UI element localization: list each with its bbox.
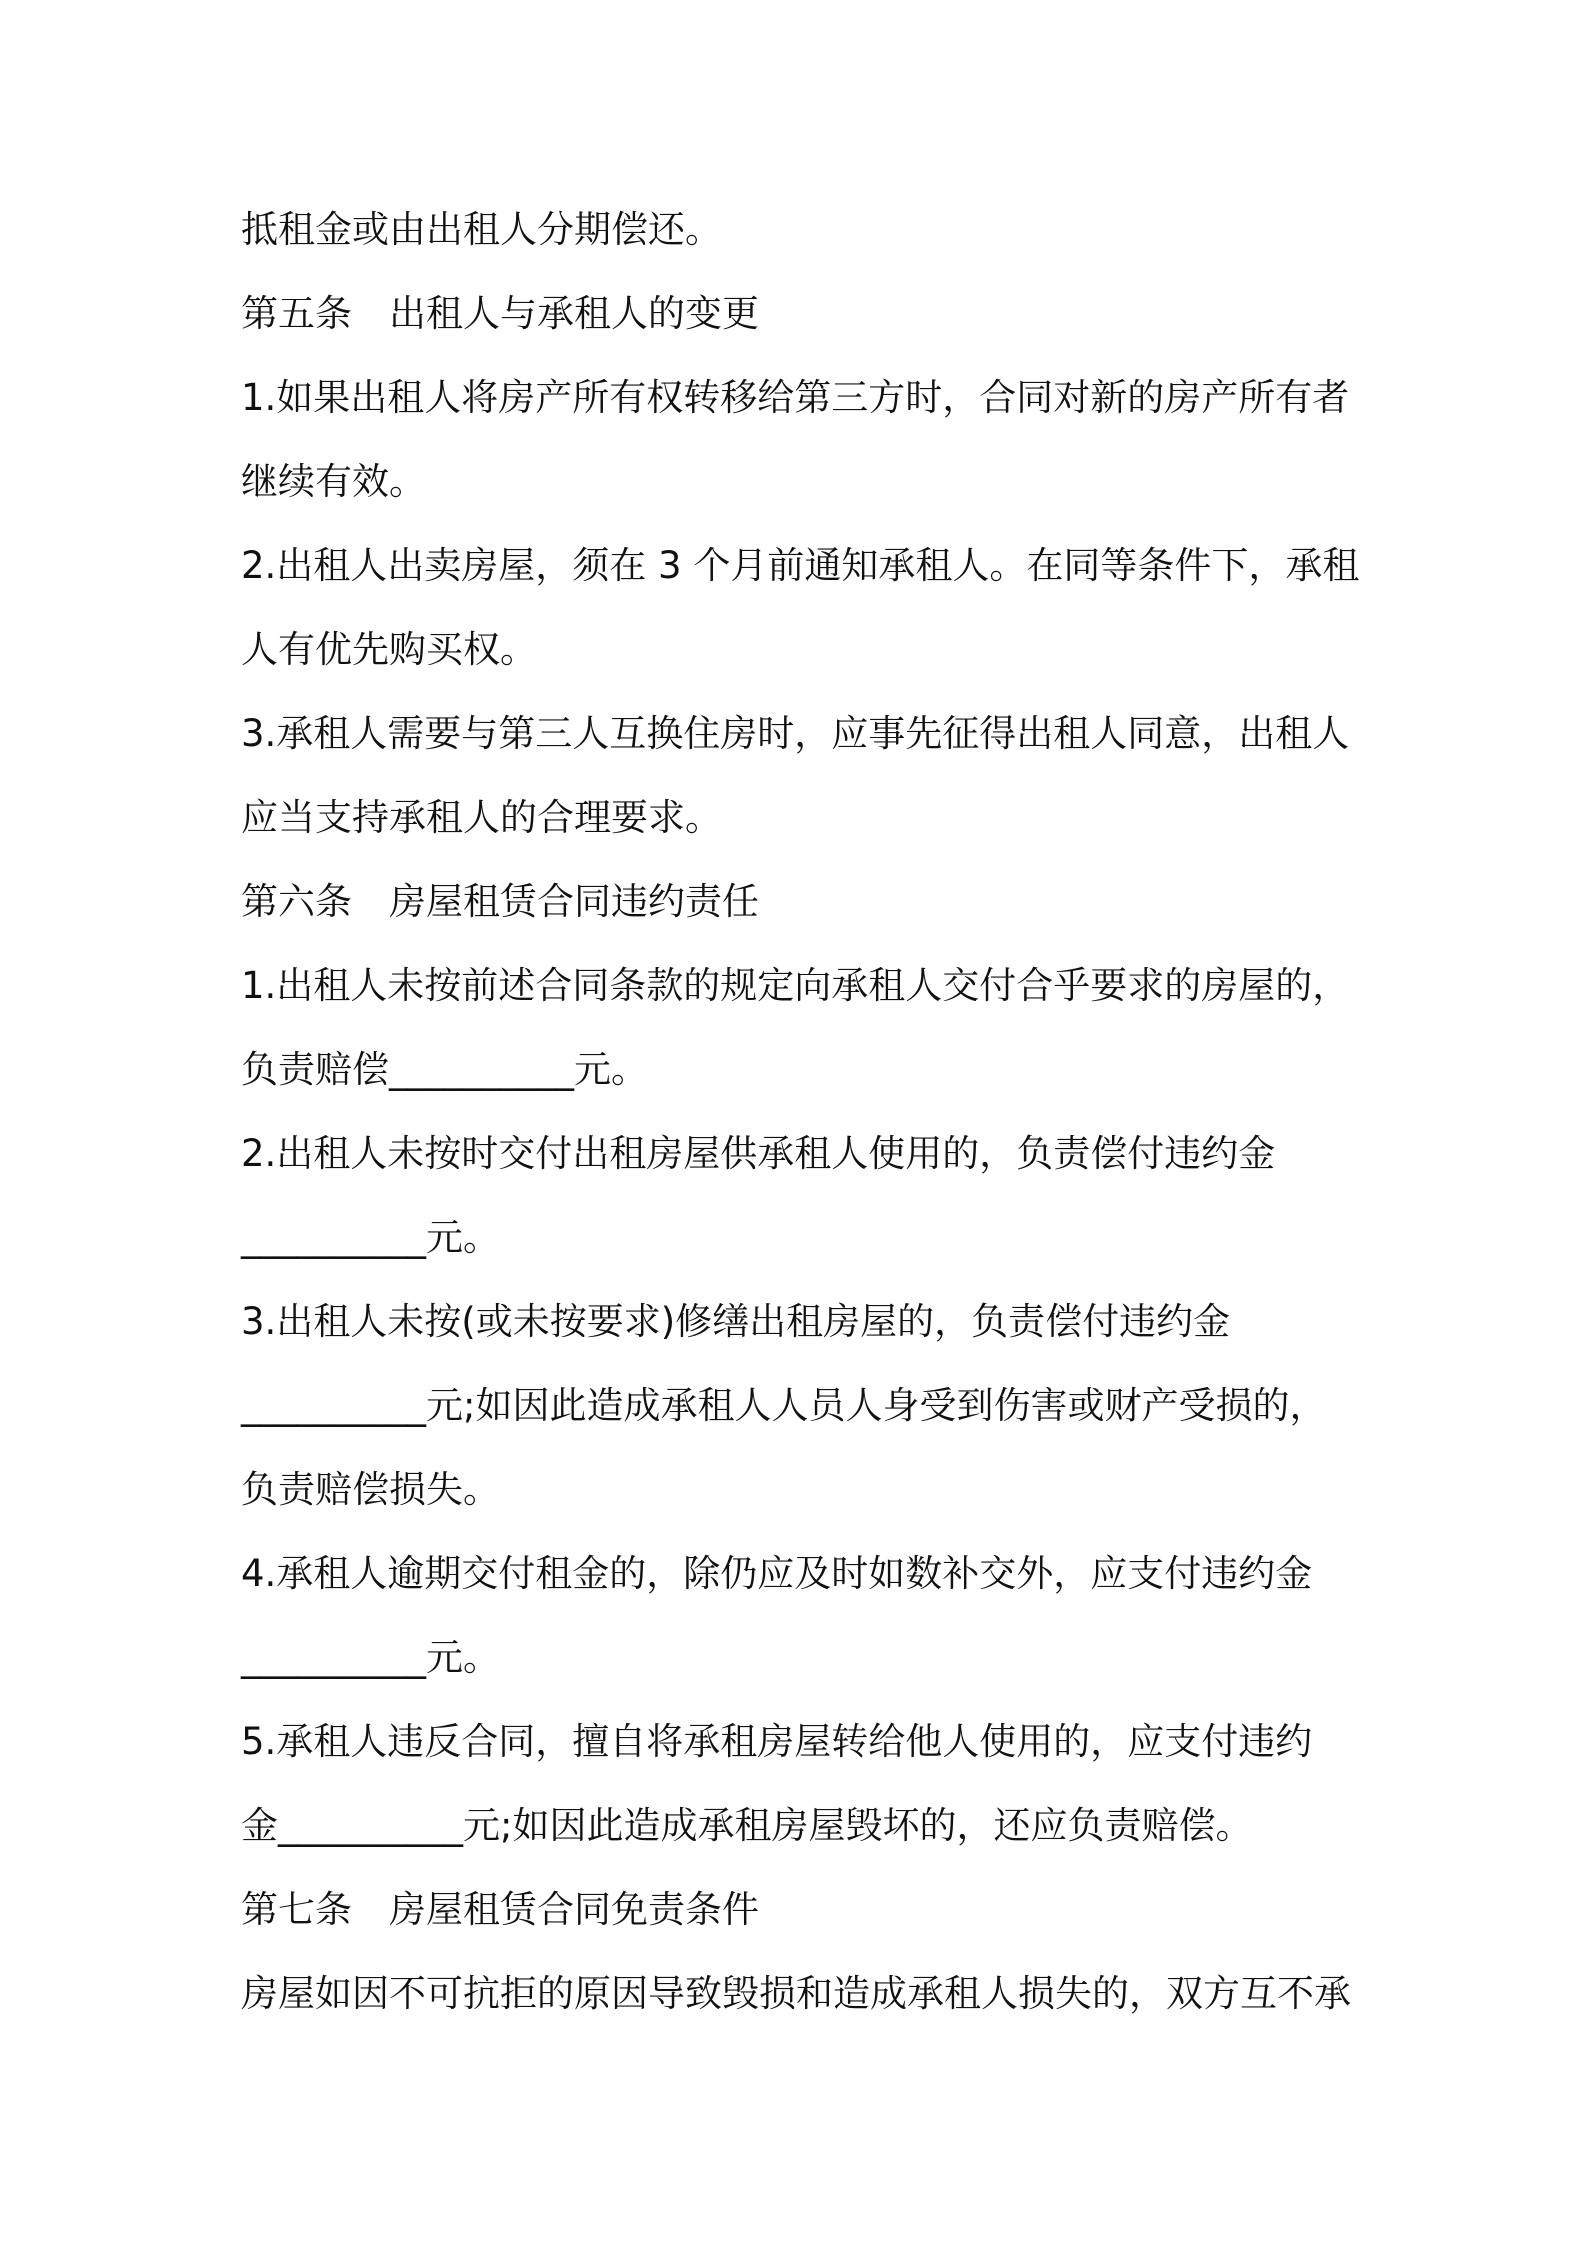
text-line: 3.承租人需要与第三人互换住房时，应事先征得出租人同意，出租人 [241,712,1350,755]
text-line: __________元。 [241,1636,500,1679]
text-line: 2.出租人未按时交付出租房屋供承租人使用的，负责偿付违约金 [241,1132,1276,1175]
text-line: 负责赔偿损失。 [241,1468,500,1511]
section-heading: 第七条 房屋租赁合同免责条件 [241,1888,759,1931]
text-line: __________元。 [241,1216,500,1259]
text-line: 负责赔偿__________元。 [241,1048,648,1091]
text-line: 5.承租人违反合同，擅自将承租房屋转给他人使用的，应支付违约 [241,1720,1313,1763]
text-line: 1.出租人未按前述合同条款的规定向承租人交付合乎要求的房屋的， [241,964,1350,1007]
text-line: 继续有效。 [241,460,426,503]
text-line: 金__________元;如因此造成承租房屋毁坏的，还应负责赔偿。 [241,1804,1253,1847]
text-line: 1.如果出租人将房产所有权转移给第三方时，合同对新的房产所有者 [241,376,1350,419]
text-line: 房屋如因不可抗拒的原因导致毁损和造成承租人损失的，双方互不承 [241,1972,1351,2015]
text-line: 4.承租人逾期交付租金的，除仍应及时如数补交外，应支付违约金 [241,1552,1313,1595]
text-line: __________元;如因此造成承租人人员人身受到伤害或财产受损的， [241,1384,1327,1427]
text-line: 2.出租人出卖房屋，须在 3 个月前通知承租人。在同等条件下，承租 [241,544,1360,587]
text-line: 抵租金或由出租人分期偿还。 [241,208,722,251]
section-heading: 第五条 出租人与承租人的变更 [241,292,759,335]
text-line: 3.出租人未按(或未按要求)修缮出租房屋的，负责偿付违约金 [241,1300,1231,1343]
text-line: 人有优先购买权。 [241,628,537,671]
text-line: 应当支持承租人的合理要求。 [241,796,722,839]
section-heading: 第六条 房屋租赁合同违约责任 [241,880,759,923]
